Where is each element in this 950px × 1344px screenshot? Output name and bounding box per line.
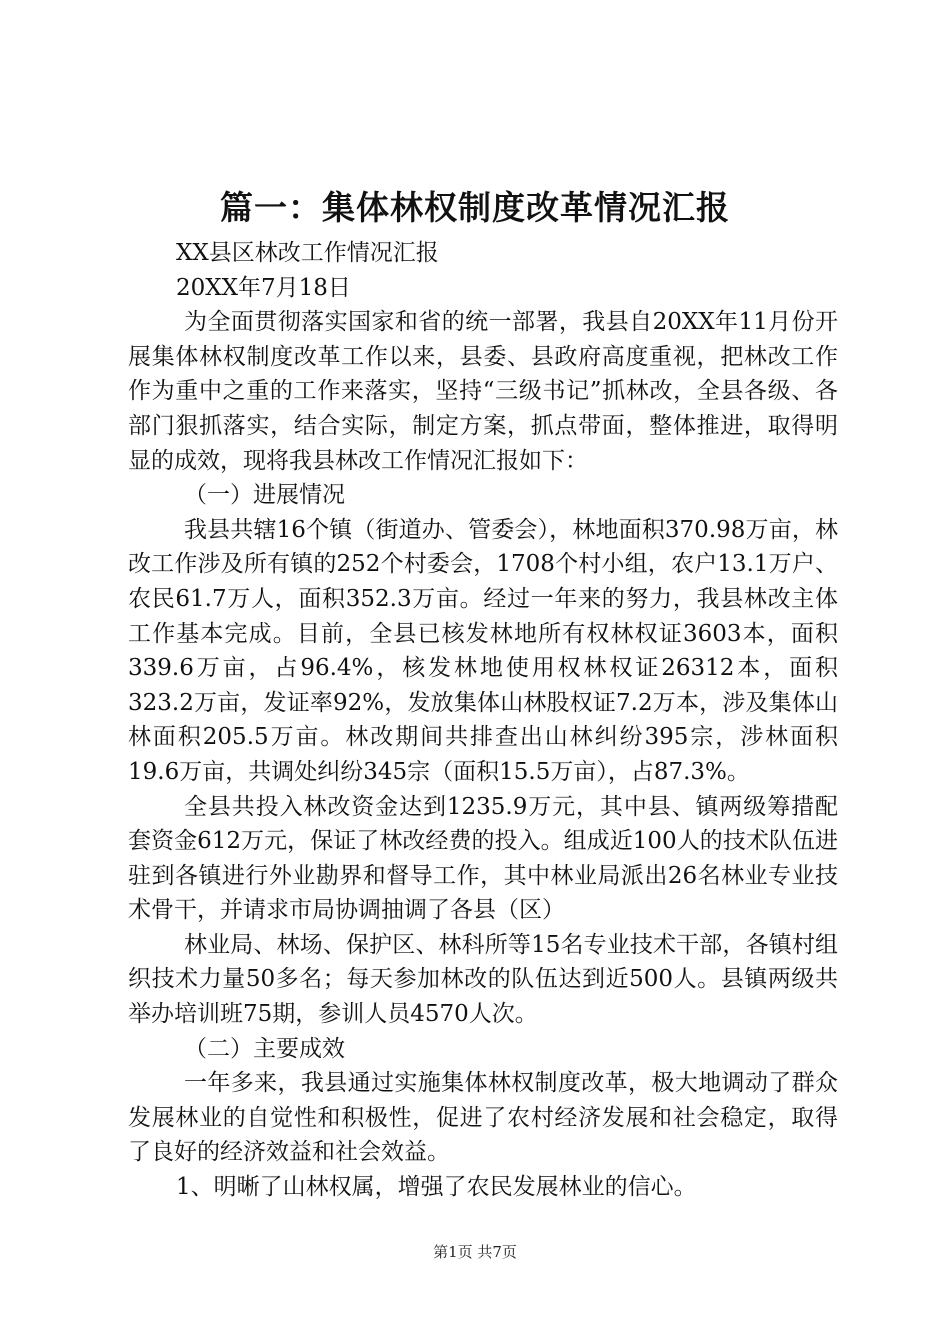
progress-paragraph: 我县共辖16个镇（街道办、管委会），林地面积370.98万亩，林改工作涉及所有镇的252个村委会，1708个村小组，农户13.1万户、农民61.7万人，面积352.3万亩。经过一年来的努力，我县林改主体工作基本完成。目前，全县已核发林地所有权林权证3603本，面积339.6万亩，占96.4%，核发林地使用权林权证26312本，面积323.2万亩，发证率92%，发放集体山林股权证7.2万本，涉及集体山林面积205.5万亩。林改期间共排查出山林纠纷395宗，涉林面积19.6万亩，共调处纠纷345宗（面积15.5万亩），占87.3%。	[128, 516, 838, 785]
page-footer: 第1页 共7页	[433, 1243, 517, 1261]
report-subtitle: XX县区林改工作情况汇报	[176, 240, 439, 266]
result-item-1: 1、明晰了山林权属，增强了农民发展林业的信心。	[176, 1174, 697, 1201]
intro-paragraph: 为全面贯彻落实国家和省的统一部署，我县自20XX年11月份开展集体林权制度改革工作以来，县委、县政府高度重视，把林改工作作为重中之重的工作来落实，坚持“三级书记”抓林改，全县各级、各部门狠抓落实，结合实际，制定方案，抓点带面，整体推进，取得明显的成效，现将我县林改工作情况汇报如下：	[128, 309, 838, 474]
report-date: 20XX年7月18日	[176, 274, 351, 301]
document-body	[128, 236, 838, 1205]
section-heading-results: （二）主要成效	[184, 1035, 345, 1062]
document-title: 篇一：集体林权制度改革情况汇报	[220, 188, 730, 227]
results-paragraph: 一年多来，我县通过实施集体林权制度改革，极大地调动了群众发展林业的自觉性和积极性，促进了农村经济发展和社会稳定，取得了良好的经济效益和社会效益。	[128, 1070, 838, 1166]
funding-paragraph: 全县共投入林改资金达到1235.9万元，其中县、镇两级筹措配套资金612万元，保证了林改经费的投入。组成近100人的技术队伍进驻到各镇进行外业勘界和督导工作，其中林业局派出26名林业专业技术骨干，并请求市局协调抽调了各县（区）	[128, 793, 838, 924]
section-heading-progress: （一）进展情况	[184, 482, 345, 509]
staff-paragraph: 林业局、林场、保护区、林科所等15名专业技术干部，各镇村组织技术力量50多名；每天参加林改的队伍达到近500人。县镇两级共举办培训班75期，参训人员4570人次。	[128, 931, 838, 1028]
